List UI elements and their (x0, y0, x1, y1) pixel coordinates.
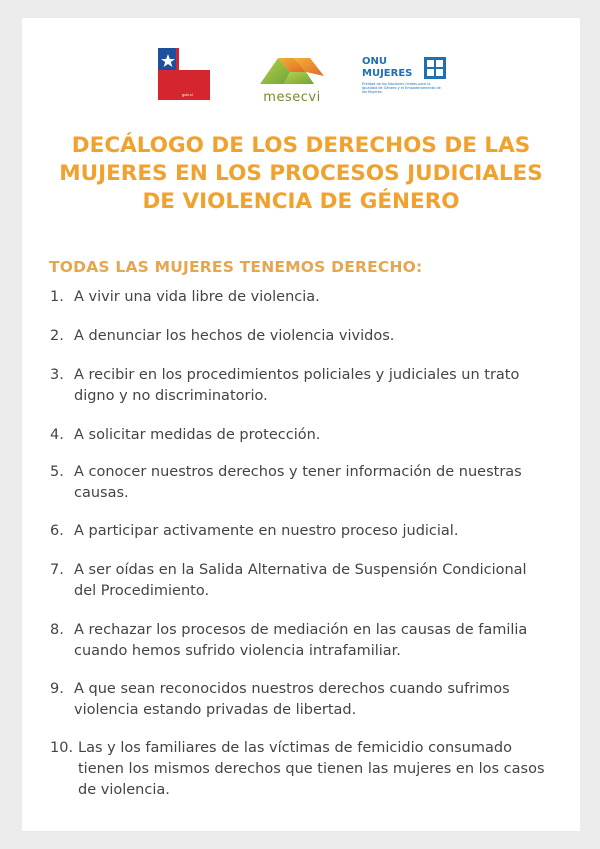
onu-mujeres-logo (362, 56, 452, 96)
item-number: 7. (50, 562, 64, 578)
item-number: 1. (50, 289, 64, 305)
logo-bar (22, 48, 580, 124)
item-text: A conocer nuestros derechos y tener información de nuestras causas. (74, 464, 522, 501)
item-number: 6. (50, 523, 64, 539)
list-item (50, 620, 550, 662)
item-number: 8. (50, 622, 64, 638)
section-subtitle: TODAS LAS MUJERES TENEMOS DERECHO: (49, 258, 423, 276)
item-text: A recibir en los procedimientos policiales y judiciales un trato digno y no discriminatorio. (74, 367, 520, 404)
item-number: 4. (50, 427, 64, 443)
list-item (50, 365, 550, 407)
list-item (50, 560, 550, 602)
list-item (50, 287, 550, 308)
item-number: 2. (50, 328, 64, 344)
item-number: 10. (50, 740, 74, 756)
item-number: 3. (50, 367, 64, 383)
item-text: A vivir una vida libre de violencia. (74, 289, 320, 305)
item-text: A ser oídas en la Salida Alternativa de Suspensión Condicional del Procedimiento. (74, 562, 527, 599)
onu-logo-line2: MUJERES (362, 68, 413, 79)
title-line-3: DE VIOLENCIA DE GÉNERO (142, 189, 460, 214)
onu-grid-icon (424, 57, 446, 79)
onu-logo-small-text: Entidad de las Naciones Unidas para la Igualdad de Género y el Empoderamiento de las Mujeres (362, 82, 441, 94)
title-line-1: DECÁLOGO DE LOS DERECHOS DE LAS (71, 133, 531, 158)
list-item (50, 462, 550, 504)
page-title (46, 132, 556, 216)
list-item (50, 521, 550, 542)
item-text: Las y los familiares de las víctimas de femicidio consumado tienen los mismos derechos que tienen las mujeres en los casos de violencia. (78, 740, 545, 798)
list-item (50, 738, 550, 801)
document-card (22, 18, 580, 831)
item-number: 9. (50, 681, 64, 697)
title-line-2: MUJERES EN LOS PROCESOS JUDICIALES (59, 161, 543, 186)
item-text: A rechazar los procesos de mediación en las causas de familia cuando hemos sufrido violencia intrafamiliar. (74, 622, 528, 659)
item-text: A denunciar los hechos de violencia vividos. (74, 328, 395, 344)
item-text: A participar activamente en nuestro proceso judicial. (74, 523, 459, 539)
item-number: 5. (50, 464, 64, 480)
item-text: A que sean reconocidos nuestros derechos cuando sufrimos violencia estando privadas de libertad. (74, 681, 510, 718)
mesecvi-logo (254, 50, 330, 106)
gobierno-logo-line1: Gobierno (182, 51, 205, 57)
list-item (50, 326, 550, 347)
list-item (50, 425, 550, 446)
mesecvi-logo-word: mesecvi (263, 90, 321, 105)
gobierno-de-chile-logo (158, 48, 210, 100)
list-item (50, 679, 550, 721)
onu-logo-line1: ONU (362, 56, 387, 67)
gobierno-logo-line2: de Chile (182, 57, 202, 63)
item-text: A solicitar medidas de protección. (74, 427, 321, 443)
gobierno-logo-url: gob.cl (182, 92, 193, 97)
